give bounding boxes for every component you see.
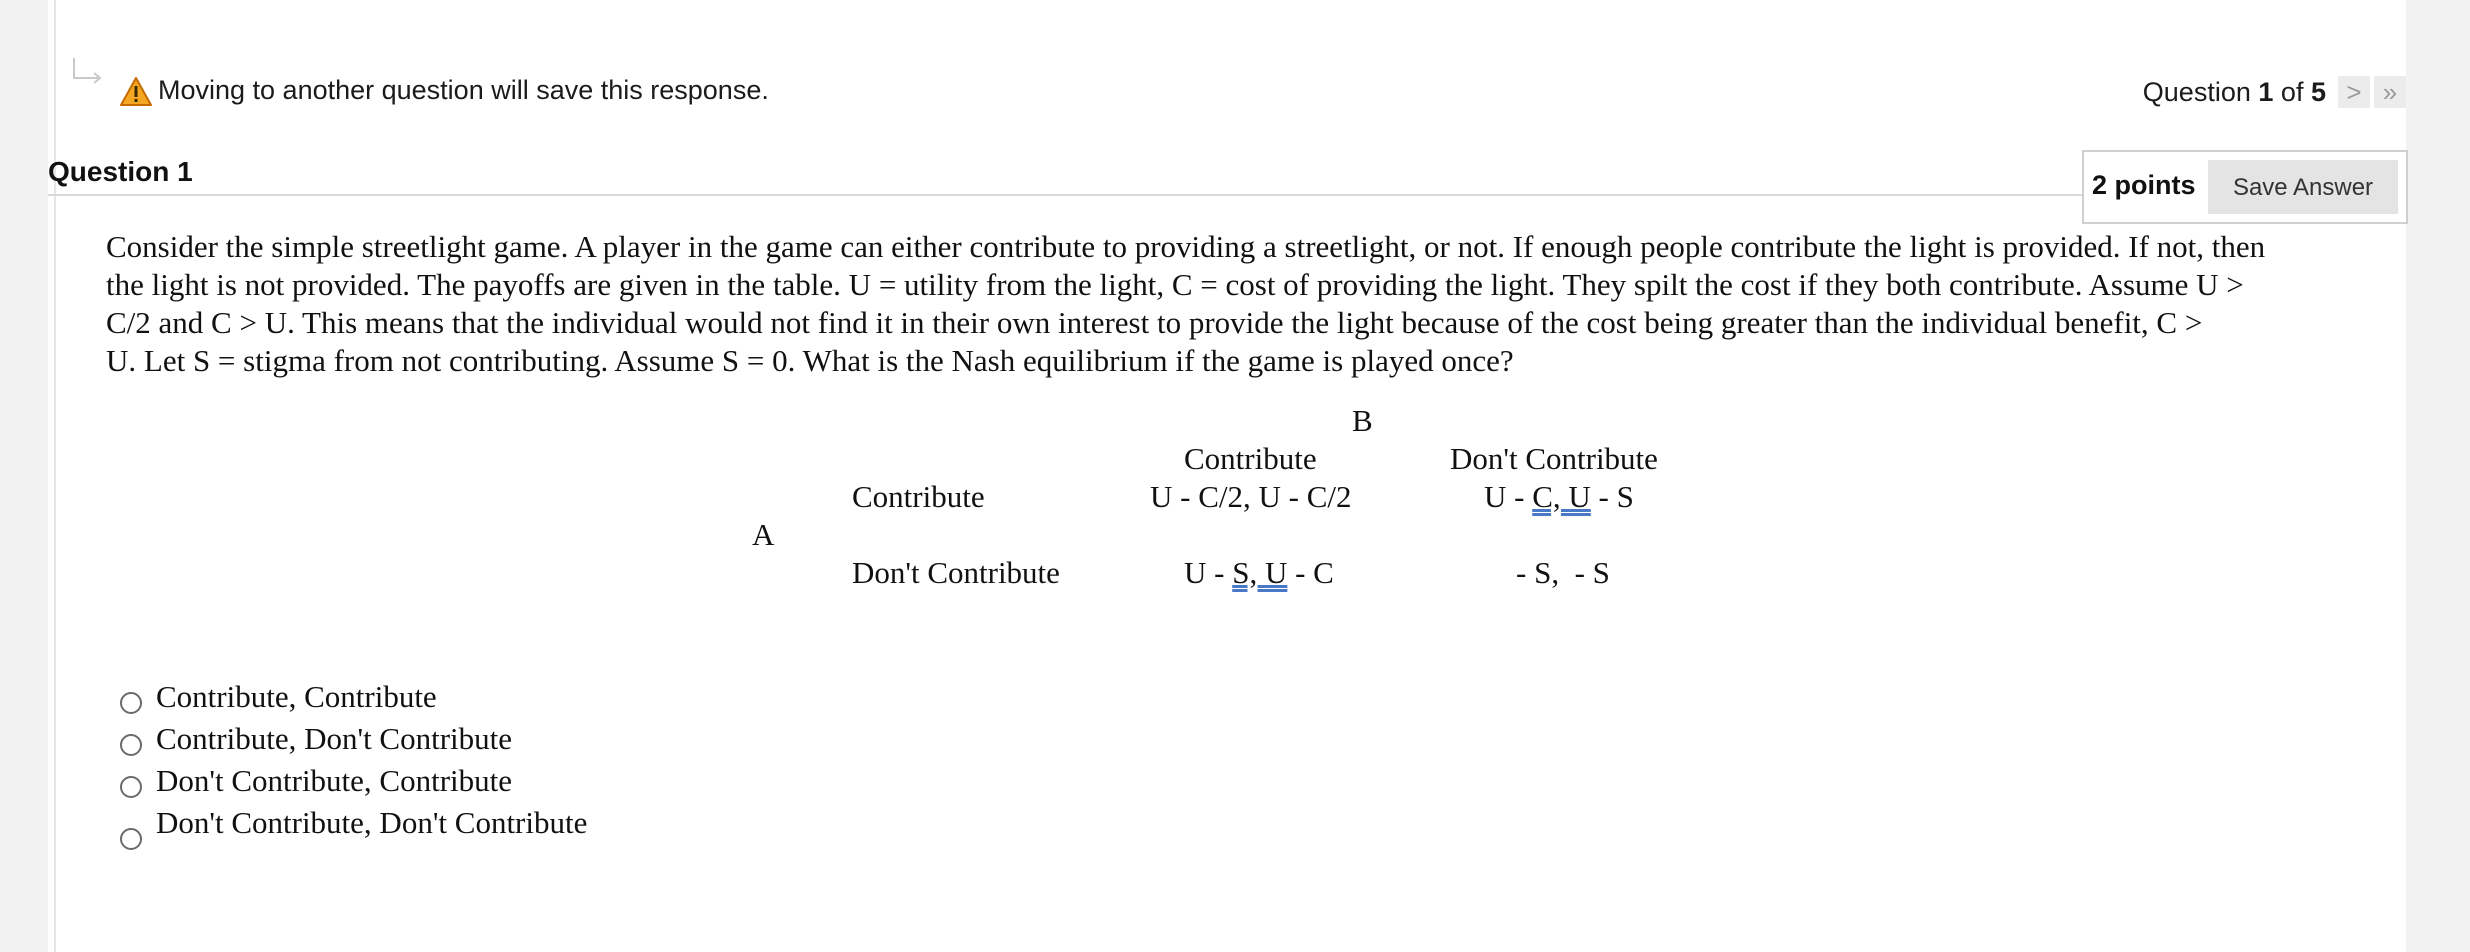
next-question-button[interactable] bbox=[2338, 76, 2370, 108]
radio-button[interactable] bbox=[120, 734, 142, 756]
player-a-label: A bbox=[752, 517, 775, 552]
top-bar bbox=[48, 52, 2406, 132]
return-arrow-icon bbox=[68, 56, 108, 96]
choice-label: Don't Contribute, Contribute bbox=[156, 763, 513, 798]
double-chevron-right-icon: » bbox=[2382, 76, 2398, 107]
player-b-label: B bbox=[1352, 403, 1373, 438]
radio-button[interactable] bbox=[120, 692, 142, 714]
question-text-line: C/2 and C > U. This means that the individual would not find it in their own interest to provide the light because of the cost being greater than the individual benefit, C > bbox=[106, 305, 2203, 340]
choice-label: Contribute, Don't Contribute bbox=[156, 721, 513, 756]
payoff-cell-cd-underlined: C, U bbox=[1532, 479, 1591, 514]
question-counter bbox=[2143, 77, 2326, 108]
choice-dont-contribute-contribute[interactable] bbox=[120, 764, 512, 804]
points-box bbox=[2082, 150, 2408, 224]
payoff-cell-cd-suffix: - S bbox=[1590, 479, 1634, 514]
assessment-page bbox=[48, 0, 2406, 952]
question-counter-of: of bbox=[2280, 76, 2304, 107]
payoff-cell-dc bbox=[1184, 554, 1334, 592]
radio-button[interactable] bbox=[120, 776, 142, 798]
question-total: 5 bbox=[2310, 76, 2326, 107]
last-question-button[interactable] bbox=[2374, 76, 2406, 108]
chevron-right-icon: > bbox=[2346, 76, 2362, 107]
question-title: Question 1 bbox=[48, 156, 193, 187]
points-value: 2 points bbox=[2092, 170, 2196, 200]
radio-button[interactable] bbox=[120, 828, 142, 850]
row-header-contribute: Contribute bbox=[852, 479, 985, 514]
question-text bbox=[106, 228, 2406, 380]
save-answer-button[interactable]: Save Answer bbox=[2208, 160, 2398, 214]
question-text-line: Consider the simple streetlight game. A player in the game can either contribute to providing a streetlight, or not. If enough people contribute the light is provided. If not, then bbox=[106, 229, 2266, 264]
payoff-cell-cd-prefix: U - bbox=[1484, 479, 1533, 514]
col-header-dont-contribute: Don't Contribute bbox=[1450, 441, 1658, 476]
question-counter-prefix: Question bbox=[2142, 76, 2251, 107]
question-navigation bbox=[2143, 72, 2406, 112]
payoff-cell-dc-underlined: S, U bbox=[1232, 555, 1288, 590]
choice-label: Contribute, Contribute bbox=[156, 679, 437, 714]
payoff-cell-cc: U - C/2, U - C/2 bbox=[1150, 479, 1352, 514]
question-current: 1 bbox=[2258, 76, 2274, 107]
payoff-cell-dd: - S, - S bbox=[1516, 555, 1610, 590]
question-text-line: U. Let S = stigma from not contributing. Assume S = 0. What is the Nash equilibrium if the game is played once? bbox=[106, 343, 1514, 378]
choice-label: Don't Contribute, Don't Contribute bbox=[156, 805, 588, 840]
payoff-cell-dc-suffix: - C bbox=[1287, 555, 1334, 590]
payoff-cell-cd bbox=[1484, 478, 1634, 516]
left-border bbox=[54, 0, 56, 952]
choice-dont-contribute-dont-contribute[interactable] bbox=[120, 806, 587, 846]
col-header-contribute: Contribute bbox=[1184, 441, 1317, 476]
warning-icon bbox=[120, 76, 152, 108]
save-warning-text: Moving to another question will save this response. bbox=[158, 75, 769, 105]
payoff-cell-dc-prefix: U - bbox=[1184, 555, 1233, 590]
row-header-dont-contribute: Don't Contribute bbox=[852, 555, 1060, 590]
choice-contribute-contribute[interactable] bbox=[120, 680, 437, 720]
choice-contribute-dont-contribute[interactable] bbox=[120, 722, 512, 762]
question-text-line: the light is not provided. The payoffs are given in the table. U = utility from the light, C = cost of providing the light. They spilt the cost if they both contribute. Assume U > bbox=[106, 267, 2244, 302]
question-header bbox=[48, 152, 2406, 201]
